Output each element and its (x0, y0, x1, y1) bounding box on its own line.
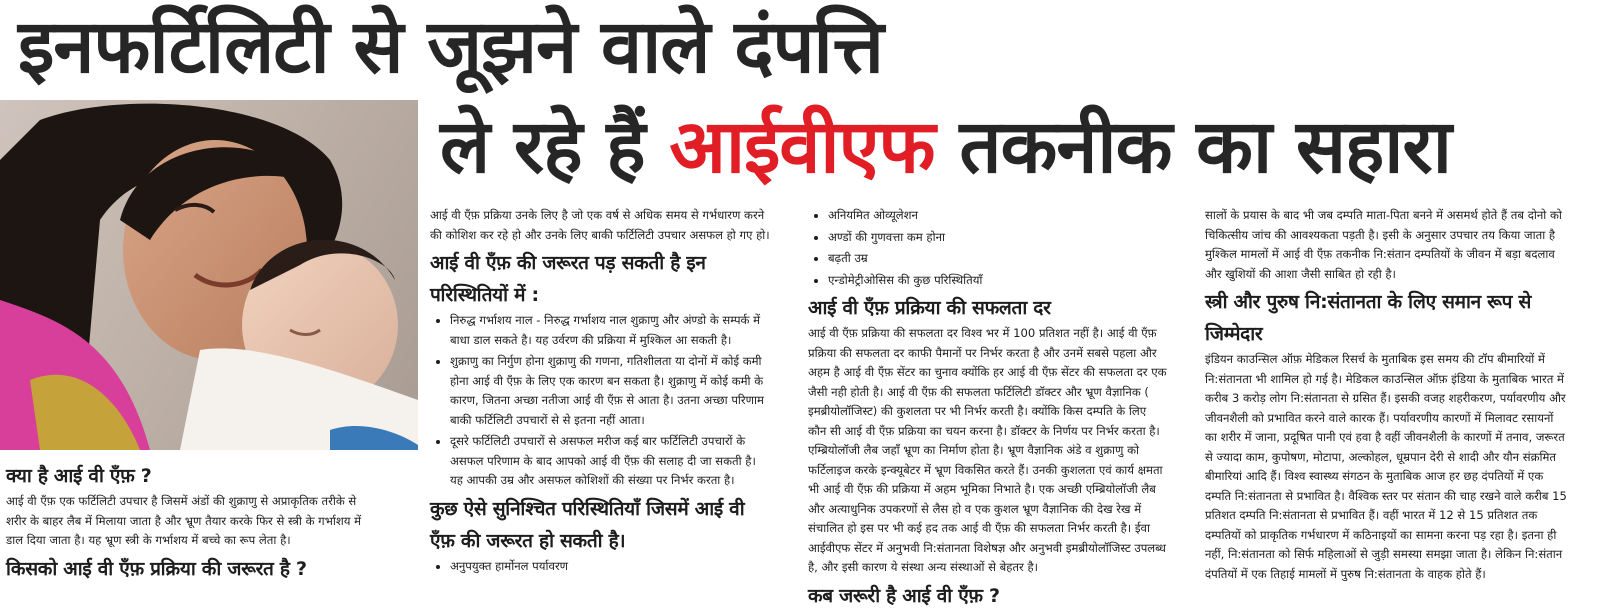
column-3-text: इंडियन काउन्सिल ऑफ़ मेडिकल रिसर्च के मुताबिक इस समय की टॉप बीमारियों में नि:संतानता भी शामिल हो गई है। मेडिकल काउन्सिल ऑफ़ इंडिया के मुताबिक भारत में करीब 3 करोड़ लोग नि:संतानता से ग्रसित हैं। इसकी वजह शहरीकरण, पर्यावरणीय और जीवनशैली को प्रभावित करने वाले कारक हैं। पर्यावरणीय कारणों में मिलावट रसायनों का शरीर में जाना, प्रदूषित पानी एवं हवा है वहीं जीवनशैली के कारणों में तनाव, जरूरत से ज्यादा काम, कुपोषण, मोटापा, अल्कोहल, धूम्रपान देरी से शादी और यौन संक्रमित बीमारियां आदि हैं। विश्व स्वास्थ्य संगठन के मुताबिक आज हर छह दंपतियों में एक दम्पति नि:संतानता से प्रभावित है। वैश्विक स्तर पर संतान की चाह रखने वाले करीब 15 प्रतिशत दम्पति नि:संतानता से प्रभावित हैं। वहीं भारत में 12 से 15 प्रतिशत तक दम्पतियों को प्राकृतिक गर्भधारण में कठिनाइयों का सामना करना पड़ रहा है। इतना ही नहीं, नि:संतानता को सिर्फ महिलाओं से जुड़ी समस्या समझा जाता है। लेकिन नि:संतान दंपतियों में एक तिहाई मामलों में पुरुष नि:संतानता के वाहक होते हैं। (1205, 352, 1567, 581)
equal-responsibility-heading: स्त्री और पुरुष नि:संतानता के लिए समान रूप से जिम्मेदार (1205, 291, 1531, 345)
list-item: • एन्डोमेट्रीओसिस की कुछ परिस्थितियाँ (828, 271, 1168, 291)
column-1-bullet-list-2 (430, 557, 770, 577)
headline-line-2-prefix: ले रहे हैं (440, 104, 670, 190)
column-2-bullet-list (808, 206, 1168, 290)
headline-line-1: इनफर्टिलिटी से जूझने वाले दंपत्ति (18, 4, 883, 90)
column-1-heading-2: कुछ ऐसे सुनिश्चित परिस्थितियाँ जिसमें आई वी एँफ़ की जरूरत हो सकती है। (430, 497, 745, 552)
who-needs-ivf-heading: किसको आई वी एँफ़ प्रक्रिया की जरूरत है ? (6, 557, 307, 580)
column-1-heading-1: आई वी एँफ़ की जरूरत पड़ सकती है इन परिस्थितियों में : (430, 252, 706, 306)
list-item: • अनियमित ओव्यूलेशन (828, 206, 1168, 226)
success-rate-heading: आई वी एँफ़ प्रक्रिया की सफलता दर (808, 297, 1051, 319)
column-3-intro: सालों के प्रयास के बाद भी जब दम्पति माता-पिता बनने में असमर्थ होते हैं तब दोनो को चिकित्सीय जांच की आवश्यकता पड़ती है। इसी के अनुसार उपचार तय किया जाता है मुश्किल मामलों में आई वी एँफ़ तकनीक नि:संतान दम्पतियों के जीवन में बड़ा बदलाव और खुशियों की आशा जैसी साबित हो रही है। (1205, 208, 1562, 281)
headline-line-2-suffix: तकनीक का सहारा (934, 104, 1451, 190)
headline-line-2 (440, 104, 1451, 190)
headline-accent-ivf: आईवीएफ (669, 104, 935, 190)
mother-and-baby-photo (0, 100, 418, 450)
list-item: • निरुद्ध गर्भाशय नाल - निरुद्ध गर्भाशय नाल शुक्राणु और अंण्डो के सम्पर्क में बाधा डाल सकते है। यह उर्वरण की प्रक्रिया में मुश्किल आ सकती है। (450, 311, 770, 350)
what-is-ivf-heading: क्या है आई वी एँफ़ ? (6, 465, 152, 487)
column-3 (1205, 206, 1567, 586)
column-2 (808, 206, 1168, 612)
success-rate-text: आई वी एँफ़ प्रक्रिया की सफलता दर विश्व भर में 100 प्रतिशत नहीं है। आई वी एँफ़ प्रक्रिया की सफलता दर काफी पैमानों पर निर्भर करता है और उनमें सबसे पहला और अहम है आई वी एँफ़ सेंटर का चुनाव क्योंकि हर आई वी एँफ़ सेंटर की सफलता दर एक जैसी नही होती है। आई वी एँफ़ की सफलता फर्टिलिटी डॉक्टर और भ्रूण वैज्ञानिक ( इमब्रीयोलॉजिस्ट) की कुशलता पर भी निर्भर करती है। क्योंकि किस दम्पति के लिए कौन सी आई वी एँफ़ प्रक्रिया का चयन करना है। डॉक्टर के निर्णय पर निर्भर करता है। एम्ब्रियोलॉजी लैब जहाँ भ्रूण का निर्माण होता है। भ्रूण वैज्ञानिक अंडे व शुक्राणु को फर्टिलाइज करके इन्क्यूबेटर में भ्रूण विकसित करते हैं। उनकी कुशलता एवं कार्य क्षमता भी आई वी एँफ़ की प्रक्रिया में अहम भूमिका निभाते है। एक अच्छी एम्ब्रियोलॉजी लैब और अत्याधुनिक उपकरणों से लैस हो व एक कुशल भ्रूण वैज्ञानिक की देख रेख में संचालित हो इस पर भी कई हद तक आई वी एँफ़ की सफलता निर्भर करती है। ईवा आईवीएफ सेंटर में अनुभवी नि:संतानता विशेषज्ञ और अनुभवी इमब्रीयोलॉजिस्ट उपलब्ध है, और इसी कारण ये संस्था अन्य संस्थाओं से बेहतर है। (808, 326, 1167, 574)
column-1-bullet-list (430, 311, 770, 491)
list-item: • शुक्राणु का निर्गुण होना शुक्राणु की गणना, गतिशीलता या दोनों में कोई कमी होना आई वी एँफ़ के लिए एक कारण बन सकता है। शुक्राणु में कोई कमी के कारण, जितना अच्छा नतीजा आई वी एँफ़ से आता है। उतना अच्छा परिणाम बाकी फर्टिलिटी उपचारों से से इतना नहीं आता। (450, 352, 770, 430)
list-item: • अनुपयुक्त हार्मोनल पर्यावरण (450, 557, 770, 577)
list-item: • बढ़ती उम्र (828, 249, 1168, 269)
list-item: • दूसरे फर्टिलिटी उपचारों से असफल मरीज कई बार फर्टिलिटी उपचारों के असफल परिणाम के बाद आपको आई वी एँफ़ की सलाह दी जा सकती है। यह आपकी उम्र और असफल कोशिशों की संख्या पर निर्भर करता है। (450, 432, 770, 491)
column-1-intro: आई वी एँफ़ प्रक्रिया उनके लिए है जो एक वर्ष से अधिक समय से गर्भधारण करने की कोशिश कर रहे हो और उनके लिए बाकी फर्टिलिटी उपचार असफल हो गए हो। (430, 208, 770, 242)
what-is-ivf-text: आई वी एँफ़ एक फर्टिलिटी उपचार है जिसमें अंडों की शुक्राणु से अप्राकृतिक तरीके से शरीर के बाहर लैब में मिलाया जाता है और भ्रूण तैयार करके फिर से स्त्री के गर्भाशय में डाल दिया जाता है। यह भ्रूण स्त्री के गर्भाशय में बच्चे का रूप लेता है। (6, 494, 362, 547)
column-1 (430, 206, 770, 578)
list-item: • अण्डों की गुणवत्ता कम होना (828, 228, 1168, 248)
when-needed-heading: कब जरूरी है आई वी एँफ़ ? (808, 584, 1000, 607)
left-column (6, 460, 374, 585)
